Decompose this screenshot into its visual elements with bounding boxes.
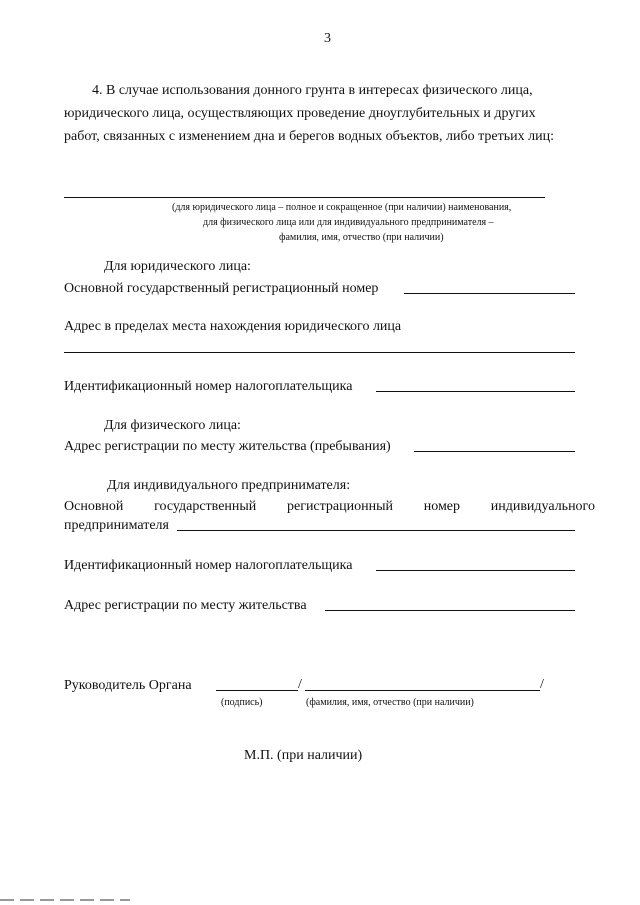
signature-slash-left: / [298, 677, 302, 692]
entrepreneur-heading: Для индивидуального предпринимателя: [107, 478, 351, 493]
signature-caption: (подпись) [221, 697, 263, 708]
signature-label: Руководитель Органа [64, 678, 192, 693]
ogrnip-word: номер [423, 499, 461, 514]
ogrnip-word: регистрационный [286, 499, 394, 514]
intro-text-1: 4. В случае использования донного грунта в интересах физического лица, [92, 83, 533, 98]
legal-inn-field[interactable] [376, 391, 575, 392]
individual-address-label: Адрес регистрации по месту жительства (пребывания) [64, 439, 391, 454]
legal-entity-heading: Для юридического лица: [104, 259, 251, 274]
entrepreneur-address-label: Адрес регистрации по месту жительства [64, 598, 307, 613]
signature-name-field[interactable] [305, 690, 540, 691]
legal-address-label: Адрес в пределах места нахождения юридического лица [64, 319, 402, 334]
legal-ogrn-field[interactable] [404, 293, 575, 294]
entrepreneur-ogrnip-line-1 [64, 498, 595, 516]
scan-artifact [0, 899, 130, 901]
individual-address-field[interactable] [414, 451, 575, 452]
name-blank-line[interactable] [64, 197, 545, 198]
signature-field[interactable] [216, 690, 298, 691]
ogrnip-word: государственный [154, 499, 257, 514]
signature-slash-right: / [540, 677, 544, 692]
intro-line-2: юридического лица, осуществляющих проведение дноуглубительных и других [64, 106, 536, 121]
name-caption-line-3: фамилия, имя, отчество (при наличии) [279, 232, 444, 243]
entrepreneur-ogrnip-line-2: предпринимателя [64, 518, 169, 533]
name-caption-line-2: для физического лица или для индивидуального предпринимателя – [203, 217, 494, 228]
entrepreneur-inn-label: Идентификационный номер налогоплательщика [64, 558, 353, 573]
name-caption-line-1: (для юридического лица – полное и сокращенное (при наличии) наименования, [172, 202, 512, 213]
intro-line-1 [92, 82, 595, 100]
entrepreneur-ogrnip-field[interactable] [177, 530, 575, 531]
entrepreneur-address-field[interactable] [325, 610, 575, 611]
ogrnip-word: индивидуального [490, 499, 595, 514]
stamp-note: М.П. (при наличии) [244, 748, 363, 763]
ogrnip-word: Основной [64, 499, 124, 514]
legal-address-field[interactable] [64, 352, 575, 353]
legal-ogrn-label: Основной государственный регистрационный номер [64, 281, 379, 296]
individual-heading: Для физического лица: [104, 418, 241, 433]
signature-name-caption: (фамилия, имя, отчество (при наличии) [306, 697, 474, 708]
intro-line-3: работ, связанных с изменением дна и берегов водных объектов, либо третьих лиц: [64, 129, 554, 144]
entrepreneur-inn-field[interactable] [376, 570, 575, 571]
legal-inn-label: Идентификационный номер налогоплательщика [64, 379, 353, 394]
page-number: 3 [324, 31, 331, 46]
